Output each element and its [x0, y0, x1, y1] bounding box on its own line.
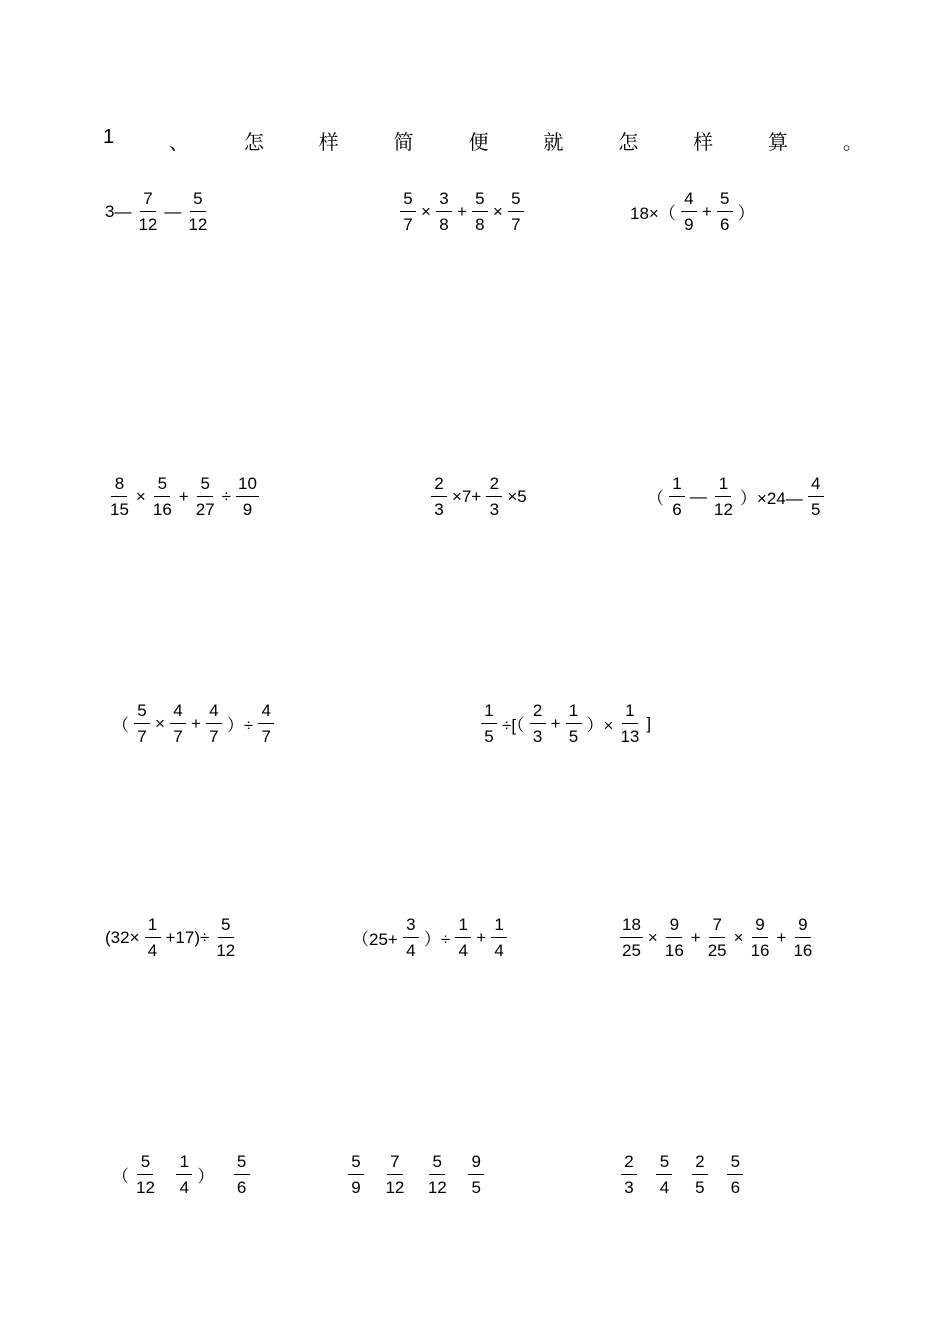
operator-text — [713, 1165, 722, 1185]
denominator: 5 — [695, 1178, 705, 1197]
denominator: 12 — [714, 500, 733, 519]
operator-text: （ — [112, 716, 129, 735]
operator-text: + — [690, 927, 701, 947]
fraction — [348, 1153, 364, 1196]
fraction — [656, 1153, 672, 1196]
numerator: 7 — [140, 190, 156, 212]
numerator: 1 — [715, 475, 731, 497]
fraction — [717, 190, 733, 233]
operator-text: （25+ — [352, 930, 398, 949]
numerator: 5 — [197, 475, 213, 497]
title-char: 简 — [393, 132, 414, 154]
operator-text: +17)÷ — [165, 927, 210, 947]
fraction — [681, 190, 697, 233]
denominator: 4 — [494, 941, 504, 960]
title-char: 、 — [169, 132, 189, 154]
numerator: 5 — [154, 475, 170, 497]
denominator: 4 — [406, 941, 416, 960]
operator-text — [369, 1165, 378, 1185]
denominator: 4 — [458, 941, 468, 960]
denominator: 12 — [188, 215, 208, 234]
denominator: 7 — [209, 727, 219, 746]
title-char: 怎 — [243, 132, 264, 154]
numerator: 5 — [472, 190, 488, 212]
fraction — [808, 475, 824, 518]
operator-text — [162, 1165, 171, 1185]
operator-text: × — [733, 927, 744, 947]
operator-text: ）× — [586, 716, 614, 735]
denominator: 7 — [137, 727, 147, 746]
numerator: 1 — [669, 475, 685, 497]
section-title — [103, 126, 863, 155]
fraction — [712, 475, 735, 518]
math-expression — [110, 702, 277, 745]
denominator: 3 — [489, 500, 500, 519]
title-char: 样 — [693, 132, 714, 154]
math-expression — [478, 702, 653, 745]
fraction — [136, 190, 159, 233]
numerator: 18 — [620, 916, 643, 938]
denominator: 3 — [434, 500, 444, 519]
fraction — [426, 1153, 449, 1196]
fraction — [236, 475, 259, 518]
denominator: 15 — [110, 500, 129, 519]
denominator: 12 — [427, 1178, 447, 1197]
title-char: 。 — [842, 132, 863, 154]
numerator: 1 — [455, 916, 471, 938]
math-expression — [618, 1153, 746, 1196]
operator-text: — — [164, 201, 182, 221]
operator-text: — — [690, 486, 707, 506]
numerator: 4 — [681, 190, 697, 212]
denominator: 5 — [471, 1178, 481, 1197]
operator-text — [454, 1165, 463, 1185]
fraction — [206, 702, 222, 745]
fraction — [234, 1153, 250, 1196]
denominator: 12 — [216, 941, 236, 960]
numerator: 5 — [218, 916, 234, 938]
numerator: 5 — [656, 1153, 672, 1175]
denominator: 6 — [730, 1178, 741, 1197]
denominator: 7 — [403, 215, 413, 234]
math-expression — [103, 916, 240, 959]
denominator: 16 — [664, 941, 684, 960]
fraction — [134, 1153, 157, 1196]
denominator: 8 — [475, 215, 485, 234]
operator-text: ÷[（ — [502, 716, 525, 735]
denominator: 5 — [568, 727, 579, 746]
math-expression — [350, 916, 510, 959]
fraction — [151, 475, 174, 518]
denominator: 4 — [659, 1178, 670, 1197]
fraction — [436, 190, 452, 233]
denominator: 6 — [672, 500, 682, 519]
denominator: 6 — [720, 215, 730, 234]
denominator: 9 — [351, 1178, 361, 1197]
numerator: 1 — [566, 702, 582, 724]
denominator: 3 — [532, 727, 543, 746]
operator-text: ）÷ — [226, 716, 254, 735]
denominator: 9 — [684, 215, 694, 234]
operator-text: ）÷ — [423, 930, 451, 949]
denominator: 7 — [511, 215, 521, 234]
operator-text: + — [550, 713, 561, 733]
numerator: 1 — [145, 916, 161, 938]
operator-text: ）×24— — [739, 489, 803, 508]
operator-text: × — [492, 201, 503, 221]
math-expression — [105, 475, 262, 518]
numerator: 9 — [468, 1153, 484, 1175]
numerator: 5 — [190, 190, 206, 212]
operator-text: ×7+ — [452, 486, 482, 506]
operator-text — [677, 1165, 686, 1185]
numerator: 8 — [111, 475, 127, 497]
numerator: 5 — [727, 1153, 743, 1175]
operator-text: + — [776, 927, 787, 947]
denominator: 4 — [147, 941, 158, 960]
operator-text: × — [155, 713, 165, 733]
numerator: 5 — [717, 190, 733, 212]
operator-text: 3— — [105, 201, 132, 221]
denominator: 12 — [385, 1178, 405, 1197]
title-char: 算 — [768, 132, 788, 154]
fraction — [618, 702, 641, 745]
operator-text: （ — [112, 1167, 129, 1186]
denominator: 4 — [179, 1178, 190, 1197]
math-expression — [617, 916, 817, 959]
fraction — [170, 702, 186, 745]
numerator: 5 — [234, 1153, 250, 1175]
numerator: 5 — [137, 1153, 153, 1175]
operator-text: + — [190, 713, 201, 733]
fraction — [749, 916, 772, 959]
numerator: 3 — [436, 190, 452, 212]
fraction — [663, 916, 686, 959]
operator-text: 18×（ — [630, 204, 676, 223]
operator-text: （ — [647, 489, 664, 508]
fraction — [669, 475, 685, 518]
operator-text: (32× — [105, 927, 140, 947]
title-char: 怎 — [618, 132, 639, 154]
numerator: 2 — [692, 1153, 708, 1175]
numerator: 1 — [481, 702, 497, 724]
numerator: 2 — [621, 1153, 637, 1175]
numerator: 5 — [508, 190, 524, 212]
denominator: 16 — [793, 941, 813, 960]
fraction — [620, 916, 643, 959]
denominator: 7 — [261, 727, 271, 746]
operator-text: ） — [737, 204, 755, 223]
fraction — [134, 702, 150, 745]
operator-text: + — [701, 201, 712, 221]
fraction — [258, 702, 274, 745]
math-expression — [103, 190, 212, 233]
denominator: 6 — [236, 1178, 247, 1197]
denominator: 25 — [622, 941, 641, 960]
numerator: 9 — [795, 916, 811, 938]
fraction — [566, 702, 582, 745]
fraction — [400, 190, 416, 233]
operator-text: + — [456, 201, 467, 221]
fraction — [383, 1153, 406, 1196]
fraction — [468, 1153, 484, 1196]
denominator: 16 — [750, 941, 770, 960]
numerator: 4 — [170, 702, 186, 724]
numerator: 9 — [666, 916, 682, 938]
denominator: 5 — [484, 727, 494, 746]
operator-text: × — [421, 201, 431, 221]
numerator: 7 — [709, 916, 725, 938]
operator-text: ×5 — [507, 486, 527, 506]
fraction — [194, 475, 217, 518]
numerator: 2 — [486, 475, 502, 497]
denominator: 7 — [173, 727, 183, 746]
numerator: 9 — [752, 916, 768, 938]
denominator: 12 — [136, 1178, 155, 1197]
fraction — [176, 1153, 192, 1196]
denominator: 12 — [138, 215, 158, 234]
title-char: 就 — [543, 132, 564, 154]
operator-text: ÷ — [221, 486, 231, 506]
fraction — [706, 916, 729, 959]
operator-text: × — [135, 486, 146, 506]
numerator: 4 — [258, 702, 274, 724]
numerator: 5 — [134, 702, 150, 724]
operator-text — [411, 1165, 420, 1185]
numerator: 7 — [387, 1153, 403, 1175]
fraction — [403, 916, 419, 959]
math-expression — [645, 475, 827, 518]
numerator: 1 — [491, 916, 507, 938]
numerator: 1 — [622, 702, 638, 724]
math-expression — [397, 190, 527, 233]
operator-text: + — [476, 927, 487, 947]
fraction — [530, 702, 546, 745]
numerator: 3 — [403, 916, 419, 938]
title-char: 样 — [318, 132, 339, 154]
denominator: 8 — [439, 215, 449, 234]
title-char: 便 — [468, 132, 489, 154]
fraction — [186, 190, 209, 233]
numerator: 2 — [530, 702, 546, 724]
math-expression — [110, 1153, 253, 1196]
denominator: 16 — [152, 500, 172, 519]
fraction — [108, 475, 131, 518]
numerator: 5 — [429, 1153, 445, 1175]
operator-text — [642, 1165, 651, 1185]
operator-text: ] — [646, 713, 652, 733]
fraction — [145, 916, 161, 959]
denominator: 27 — [195, 500, 215, 519]
denominator: 25 — [707, 941, 727, 960]
operator-text: × — [647, 927, 658, 947]
numerator: 5 — [400, 190, 416, 212]
fraction — [508, 190, 524, 233]
numerator: 1 — [176, 1153, 192, 1175]
fraction — [692, 1153, 708, 1196]
fraction — [491, 916, 507, 959]
fraction — [472, 190, 488, 233]
fraction — [727, 1153, 743, 1196]
math-expression — [345, 1153, 487, 1196]
operator-text: ） — [197, 1167, 229, 1186]
numerator: 4 — [808, 475, 824, 497]
numerator: 2 — [431, 475, 447, 497]
title-char: 1 — [103, 126, 115, 148]
fraction — [486, 475, 502, 518]
fraction — [481, 702, 497, 745]
operator-text: + — [178, 486, 189, 506]
numerator: 10 — [236, 475, 259, 497]
math-expression — [628, 190, 757, 233]
denominator: 13 — [620, 727, 640, 746]
fraction — [214, 916, 237, 959]
numerator: 5 — [348, 1153, 364, 1175]
fraction — [791, 916, 814, 959]
math-expression — [428, 475, 529, 518]
fraction — [455, 916, 471, 959]
fraction — [621, 1153, 637, 1196]
denominator: 9 — [242, 500, 253, 519]
fraction — [431, 475, 447, 518]
denominator: 3 — [624, 1178, 634, 1197]
denominator: 5 — [811, 500, 821, 519]
numerator: 4 — [206, 702, 222, 724]
